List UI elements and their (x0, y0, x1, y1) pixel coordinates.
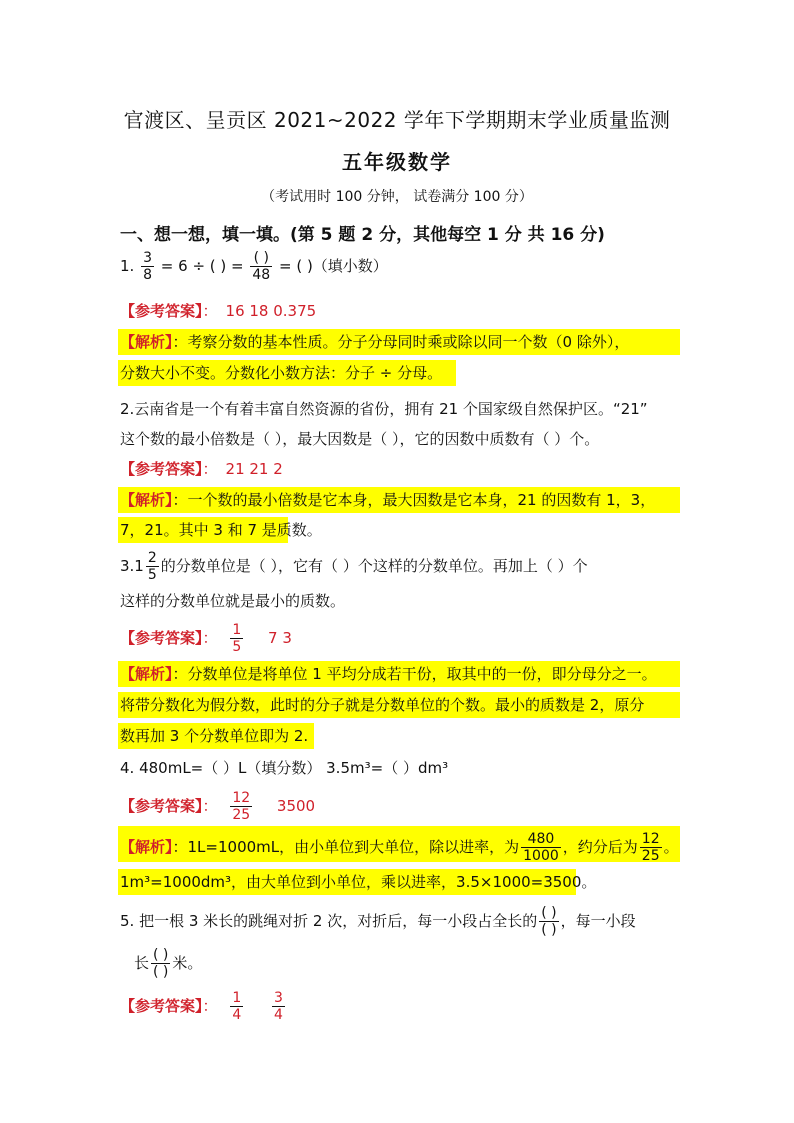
answer-3: 【参考答案】： $\frac{1}{5}$ 7 3 (120, 622, 292, 655)
question-2-line1: 2.云南省是一个有着丰富自然资源的省份，拥有 21 个国家级自然保护区。“21” (120, 400, 648, 418)
section-heading: 一、想一想，填一填。(第 5 题 2 分，其他每空 1 分 共 16 分) (120, 225, 605, 245)
answer-5: 【参考答案】： $\frac{1}{4}$ $\frac{3}{4}$ (120, 990, 283, 1023)
analysis-3-line3: 数再加 3 个分数单位即为 2. (120, 727, 309, 745)
page-title: 官渡区、呈贡区 2021~2022 学年下学期期末学业质量监测 (123, 108, 671, 132)
question-1: 1. $\frac{3}{8}$ = 6 ÷ ( ) = $\frac{( )}{48}$ = ( )（填小数） (120, 250, 388, 283)
fraction-blank: $\frac{( )}{( )}$ (153, 947, 169, 980)
answer-4: 【参考答案】： $\frac{12}{25}$ 3500 (120, 790, 316, 823)
analysis-1-line2: 分数大小不变。分数化小数方法：分子 ÷ 分母。 (120, 364, 443, 382)
fraction: $\frac{480}{1000}$ (523, 831, 559, 864)
fraction: $\frac{12}{25}$ (232, 790, 251, 823)
fraction: $\frac{3}{8}$ (143, 250, 153, 283)
question-4: 4. 480mL=（ ）L（填分数） 3.5m³=（ ）dm³ (120, 759, 449, 777)
fraction: $\frac{3}{4}$ (274, 990, 283, 1023)
analysis-4-line2: 1m³=1000dm³，由大单位到小单位，乘以进率，3.5×1000=3500。 (120, 873, 597, 891)
question-2-line2: 这个数的最小倍数是（ ），最大因数是（ ），它的因数中质数有（ ）个。 (120, 430, 600, 448)
fraction: $\frac{1}{4}$ (232, 990, 242, 1023)
question-3-line2: 这样的分数单位就是最小的质数。 (120, 592, 346, 610)
fraction: $\frac{( )}{48}$ (252, 250, 271, 283)
answer-2: 【参考答案】： 21 21 2 (120, 460, 283, 478)
fraction: $\frac{12}{25}$ (641, 831, 660, 864)
analysis-2-line1: 【解析】：一个数的最小倍数是它本身，最大因数是它本身，21 的因数有 1，3， (120, 491, 656, 509)
answer-1: 【参考答案】： 16 18 0.375 (120, 302, 317, 320)
analysis-4-line1: 【解析】：1L=1000mL，由小单位到大单位，除以进率，为 $\frac{480}{1000}$ ，约分后为 $\frac{12}{25}$ 。 (120, 831, 679, 864)
analysis-1-line1: 【解析】：考察分数的基本性质。分子分母同时乘或除以同一个数（0 除外）， (120, 333, 630, 351)
fraction: $\frac{2}{5}$ (147, 550, 157, 583)
fraction: $\frac{1}{5}$ (232, 622, 242, 655)
exam-note: （考试用时 100 分钟， 试卷满分 100 分） (261, 189, 533, 205)
analysis-3-line2: 将带分数化为假分数，此时的分子就是分数单位的个数。最小的质数是 2，原分 (120, 696, 645, 714)
question-5-line2: 长 $\frac{( )}{( )}$ 米。 (134, 947, 203, 980)
analysis-2-line2: 7，21。其中 3 和 7 是质数。 (120, 521, 322, 539)
fraction-blank: $\frac{( )}{( )}$ (541, 905, 557, 938)
question-3-line1: 3.1 $\frac{2}{5}$ 的分数单位是（ ），它有（ ）个这样的分数单位。再加上（ ）个 (120, 550, 588, 583)
analysis-3-line1: 【解析】：分数单位是将单位 1 平均分成若干份，取其中的一份，即分母分之一。 (120, 665, 657, 683)
page-subtitle: 五年级数学 (342, 150, 452, 174)
question-5-line1: 5. 把一根 3 米长的跳绳对折 2 次，对折后，每一小段占全长的 $\frac{( )}{( )}$ ，每一小段 (120, 905, 636, 938)
